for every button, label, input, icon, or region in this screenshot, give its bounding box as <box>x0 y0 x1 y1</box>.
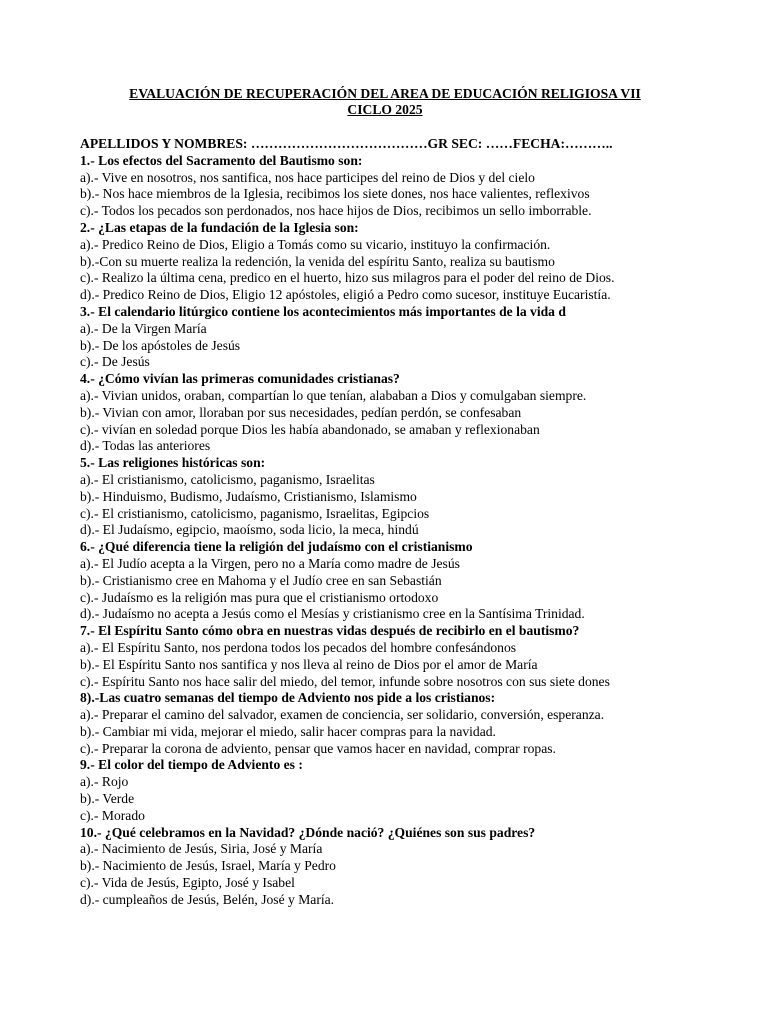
answer-option: d).- Judaísmo no acepta a Jesús como el Mesías y cristianismo cree en la Santísima Trinidad. <box>80 606 585 622</box>
answer-option: a).- El Espíritu Santo, nos perdona todos los pecados del hombre confesándonos <box>80 639 517 655</box>
answer-option: b).- Vivian con amor, lloraban por sus necesidades, pedían perdón, se confesaban <box>80 404 522 420</box>
question-text: 2.- ¿Las etapas de la fundación de la Iglesia son: <box>80 219 359 235</box>
question-block <box>80 623 730 690</box>
question-text: 6.- ¿Qué diferencia tiene la religión del judaísmo con el cristianismo <box>80 539 473 555</box>
question-block <box>80 371 730 455</box>
answer-option: b).- Cambiar mi vida, mejorar el miedo, salir hacer compras para la navidad. <box>80 723 496 739</box>
question-text: 7.- El Espíritu Santo cómo obra en nuestras vidas después de recibirlo en el bautismo? <box>80 623 580 639</box>
answer-option: d).- cumpleaños de Jesús, Belén, José y María. <box>80 891 335 907</box>
answer-option: a).- Preparar el camino del salvador, examen de conciencia, ser solidario, conversión, esperanza. <box>80 707 605 723</box>
answer-option: b).- Cristianismo cree en Mahoma y el Judío cree en san Sebastián <box>80 572 442 588</box>
answer-option: a).- Nacimiento de Jesús, Siria, José y María <box>80 841 323 857</box>
question-block <box>80 757 730 824</box>
question-block <box>80 690 730 757</box>
answer-option: a).- De la Virgen María <box>80 320 207 336</box>
title-line-1: EVALUACIÓN DE RECUPERACIÓN DEL AREA DE EDUCACIÓN RELIGIOSA VII <box>129 86 641 101</box>
document-title <box>80 86 690 118</box>
answer-option: b).- De los apóstoles de Jesús <box>80 337 241 353</box>
question-list <box>80 153 730 909</box>
document-body <box>80 136 730 909</box>
answer-option: c).- Vida de Jesús, Egipto, José y Isabel <box>80 875 295 891</box>
answer-option: c).- Realizo la última cena, predico en el huerto, hizo sus milagros para el poder del reino de Dios. <box>80 270 615 286</box>
answer-option: a).- El cristianismo, catolicismo, paganismo, Israelitas <box>80 471 375 487</box>
answer-option: a).- Vivian unidos, oraban, compartían lo que tenían, alababan a Dios y comulgaban siempre. <box>80 387 587 403</box>
answer-option: c).- De Jesús <box>80 354 150 370</box>
title-line-2: CICLO 2025 <box>347 102 423 117</box>
answer-option: a).- Rojo <box>80 774 129 790</box>
question-text: 8).-Las cuatro semanas del tiempo de Adviento nos pide a los cristianos: <box>80 690 496 706</box>
answer-option: b).- Verde <box>80 791 135 807</box>
question-text: 5.- Las religiones históricas son: <box>80 455 266 471</box>
answer-option: c).- El cristianismo, catolicismo, paganismo, Israelitas, Egipcios <box>80 505 430 521</box>
answer-option: b).- Nos hace miembros de la Iglesia, recibimos los siete dones, nos hace valientes, reflexivos <box>80 186 590 202</box>
answer-option: d).- Predico Reino de Dios, Eligio 12 apóstoles, eligió a Pedro como sucesor, instituye Eucaristía. <box>80 287 611 303</box>
answer-option: b).- Nacimiento de Jesús, Israel, María y Pedro <box>80 858 336 874</box>
question-text: 3.- El calendario litúrgico contiene los acontecimientos más importantes de la vida d <box>80 303 566 319</box>
question-text: 4.- ¿Cómo vivían las primeras comunidades cristianas? <box>80 371 400 387</box>
answer-option: c).- Espíritu Santo nos hace salir del miedo, del temor, infunde sobre nosotros con sus siete dones <box>80 673 610 689</box>
answer-option: b).- Hinduismo, Budismo, Judaísmo, Cristianismo, Islamismo <box>80 488 417 504</box>
answer-option: c).- Judaísmo es la religión mas pura que el cristianismo ortodoxo <box>80 589 439 605</box>
question-block <box>80 220 730 304</box>
question-text: 9.- El color del tiempo de Adviento es : <box>80 757 303 773</box>
answer-option: d).- Todas las anteriores <box>80 438 211 454</box>
answer-option: a).- Vive en nosotros, nos santifica, nos hace participes del reino de Dios y del cielo <box>80 169 535 185</box>
student-info-header: APELLIDOS Y NOMBRES: …………………………………GR SEC: ……FECHA:……….. <box>80 136 613 151</box>
answer-option: d).- El Judaísmo, egipcio, maoísmo, soda licio, la meca, hindú <box>80 522 419 538</box>
question-block <box>80 153 730 220</box>
answer-option: c).- vivían en soledad porque Dios les había abandonado, se amaban y reflexionaban <box>80 421 540 437</box>
question-block <box>80 455 730 539</box>
question-block <box>80 539 730 623</box>
answer-option: c).- Morado <box>80 807 145 823</box>
answer-option: b).-Con su muerte realiza la redención, la venida del espíritu Santo, realiza su bautismo <box>80 253 555 269</box>
answer-option: a).- El Judío acepta a la Virgen, pero no a María como madre de Jesús <box>80 555 460 571</box>
answer-option: b).- El Espíritu Santo nos santifica y nos lleva al reino de Dios por el amor de María <box>80 656 538 672</box>
question-text: 10.- ¿Qué celebramos en la Navidad? ¿Dónde nació? ¿Quiénes son sus padres? <box>80 824 536 840</box>
answer-option: c).- Preparar la corona de adviento, pensar que vamos hacer en navidad, comprar ropas. <box>80 740 556 756</box>
question-text: 1.- Los efectos del Sacramento del Bautismo son: <box>80 152 363 168</box>
answer-option: a).- Predico Reino de Dios, Eligio a Tomás como su vicario, instituyo la confirmación. <box>80 236 551 252</box>
question-block <box>80 304 730 371</box>
question-block <box>80 825 730 909</box>
answer-option: c).- Todos los pecados son perdonados, nos hace hijos de Dios, recibimos un sello imborrable. <box>80 203 592 219</box>
